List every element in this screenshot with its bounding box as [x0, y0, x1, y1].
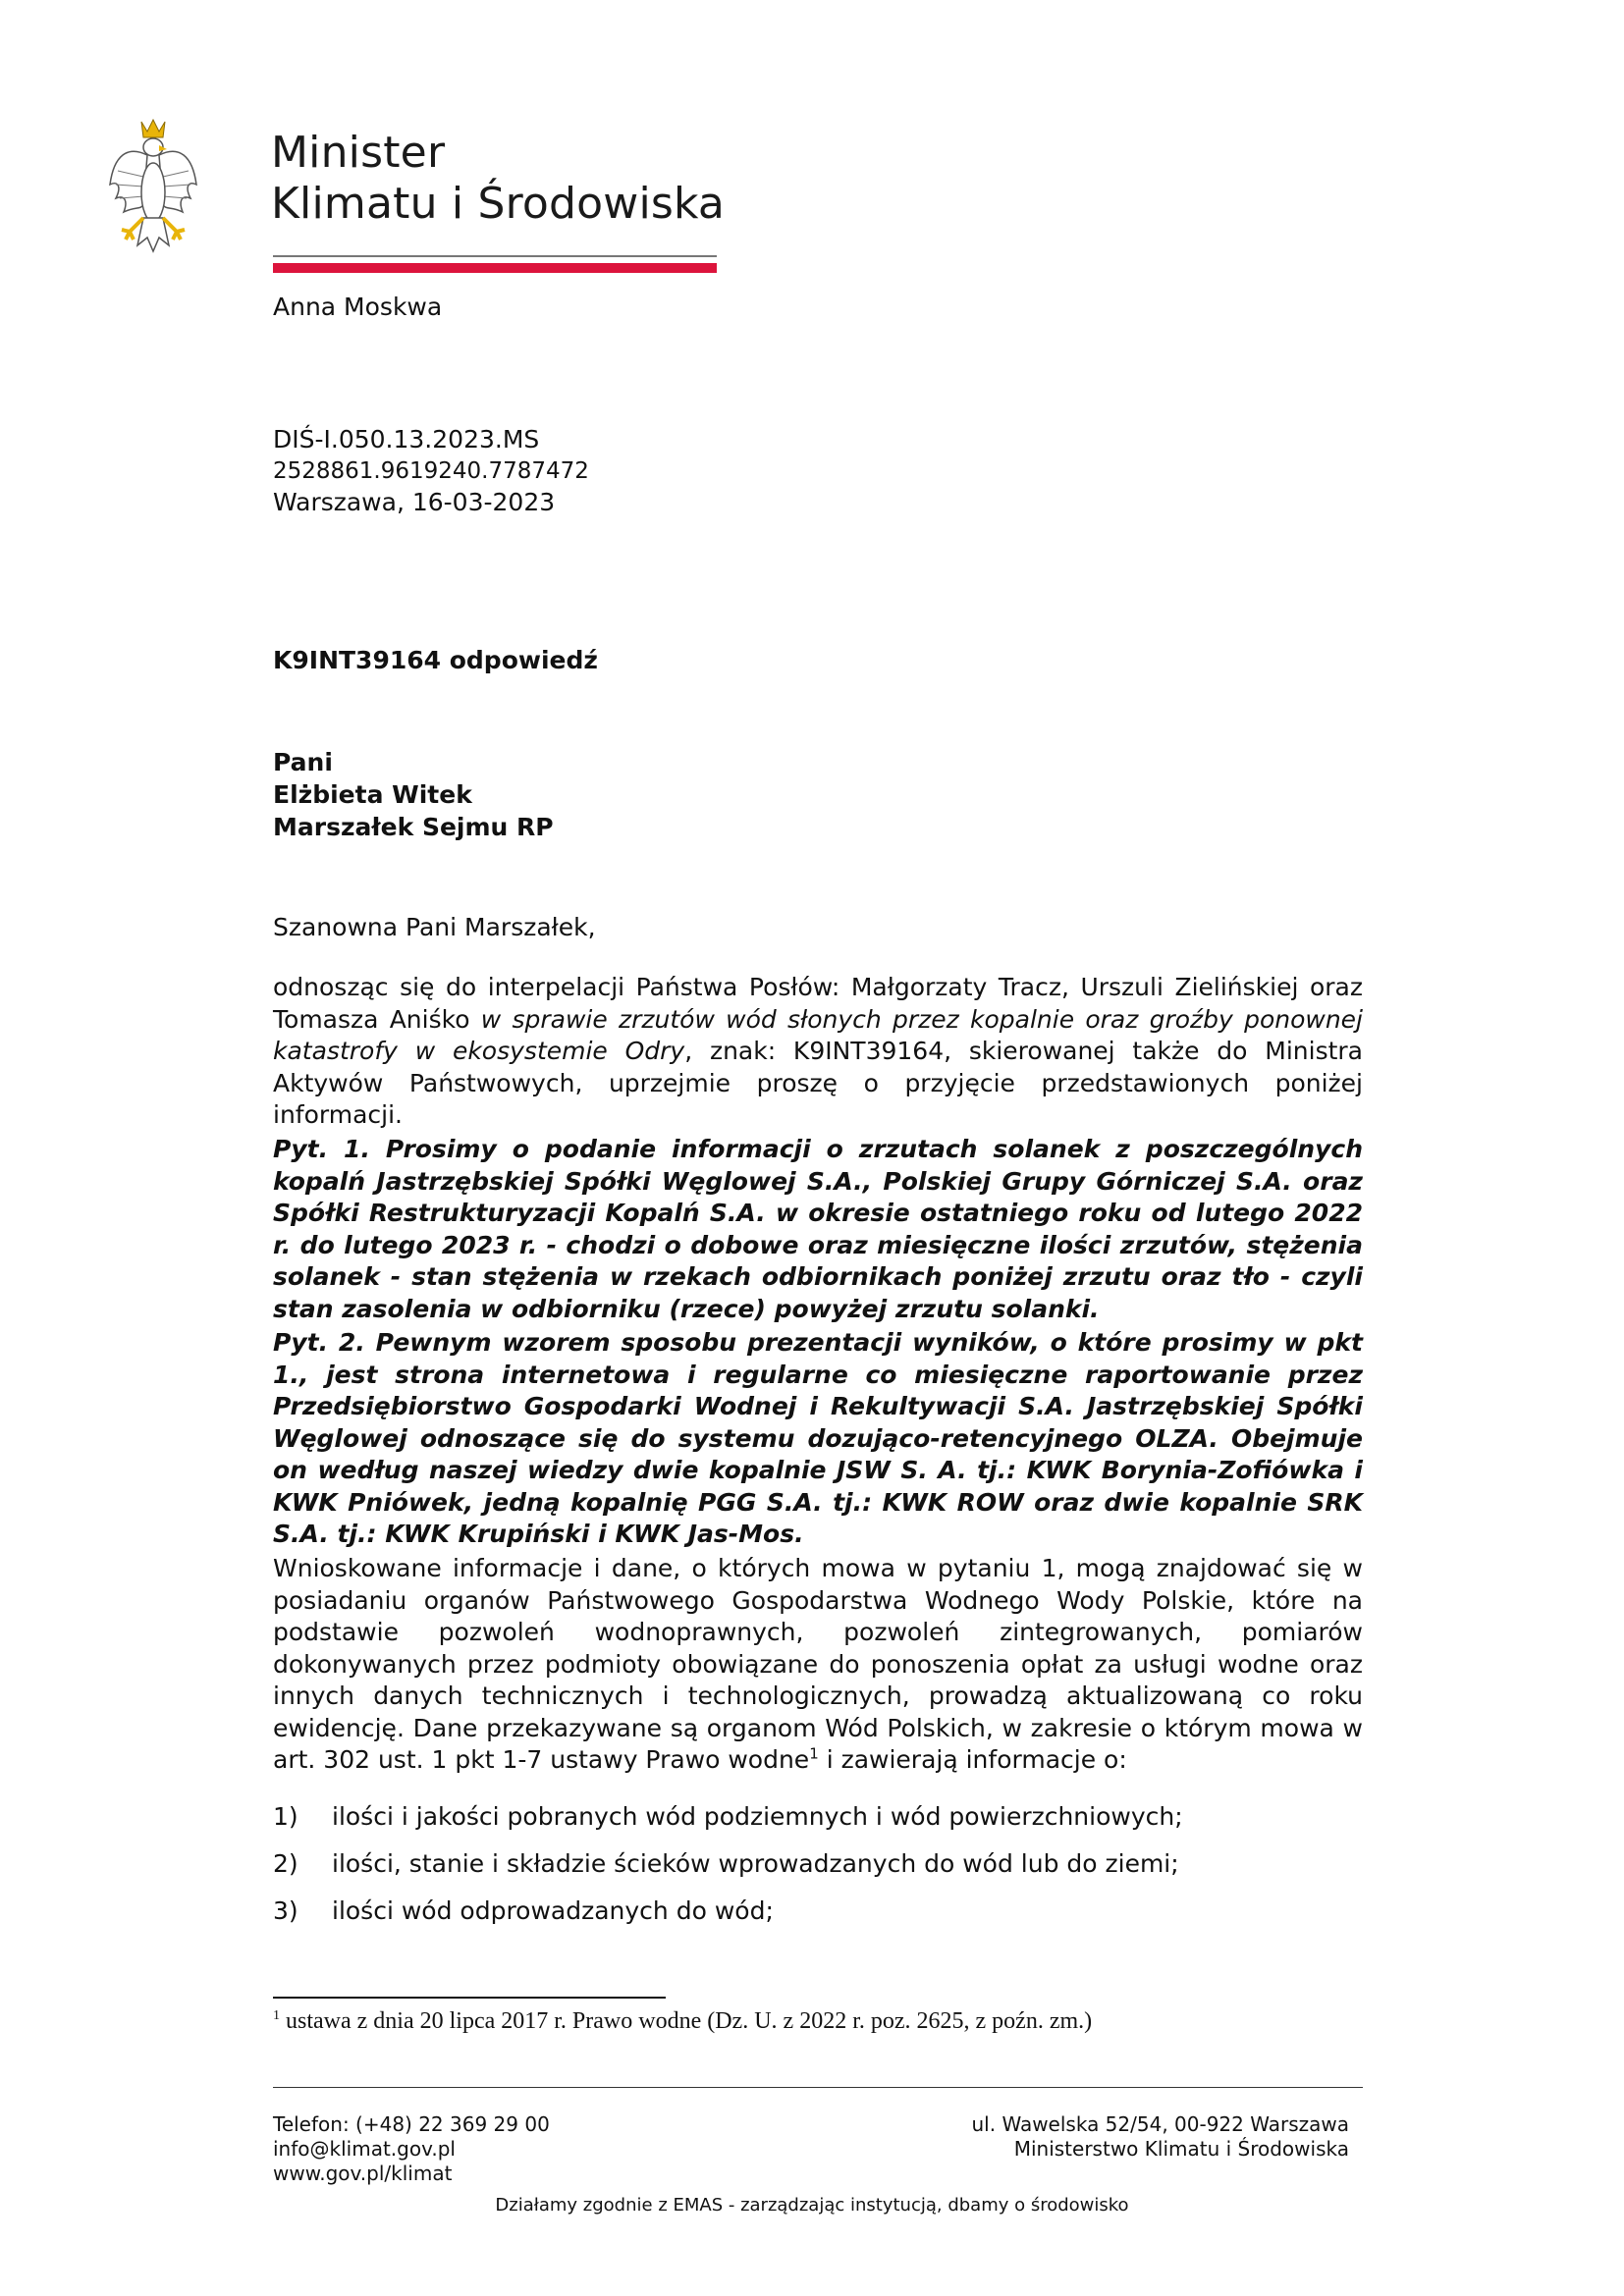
list-item-text: ilości, stanie i składzie ścieków wprowadzanych do wód lub do ziemi;: [332, 1849, 1179, 1878]
ministry-title: [271, 128, 725, 230]
footnote-number: 1: [273, 2008, 280, 2023]
footnote-text: ustawa z dnia 20 lipca 2017 r. Prawo wodne (Dz. U. z 2022 r. poz. 2625, z poźn. zm.): [280, 2008, 1093, 2034]
list-item: [273, 1849, 1179, 1878]
footnote-reference: 1: [809, 1744, 819, 1763]
question-1: Pyt. 1. Prosimy o podanie informacji o zrzutach solanek z poszczególnych kopalń Jastrzębskiej Spółki Węglowej S.A., Polskiej Grupy Górniczej S.A. oraz Spółki Restrukturyzacji Kopalń S.A. w okresie ostatniego roku od lutego 2022 r. do lutego 2023 r. - chodzi o dobowe oraz miesięczne ilości zrzutów, stężenia solanek - stan stężenia w rzekach odbiornikach poniżej zrzutu oraz tło - czyli stan zasolenia w odbiorniku (rzece) powyżej zrzutu solanki.: [273, 1135, 1363, 1323]
footer-email[interactable]: info@klimat.gov.pl: [273, 2137, 456, 2161]
intro-text-part2: , znak: K9INT39164, skierowanej także do Ministra Aktywów Państwowych, uprzejmie proszę o przyjęcie przedstawionych poniżej informacji.: [273, 1037, 1363, 1129]
footer-website[interactable]: www.gov.pl/klimat: [273, 2162, 453, 2185]
case-number: DIŚ-I.050.13.2023.MS: [273, 425, 540, 454]
footer-institution: Ministerstwo Klimatu i Środowiska: [1013, 2137, 1349, 2161]
answer-text-tail: i zawierają informacje o:: [818, 1745, 1127, 1774]
list-item-number: 1): [273, 1802, 298, 1831]
ministry-title-line1: Minister: [271, 128, 446, 178]
addressee-line2: Elżbieta Witek: [273, 780, 472, 809]
footer-contact: [273, 2112, 550, 2186]
addressee-block: [273, 746, 554, 843]
list-item-text: ilości i jakości pobranych wód podziemnych i wód powierzchniowych;: [332, 1802, 1183, 1831]
subject-line: K9INT39164 odpowiedź: [273, 646, 598, 674]
intro-paragraph: [273, 972, 1363, 1132]
intro-text-part1: odnosząc się do interpelacji Państwa Posłów: Małgorzaty Tracz, Urszuli Zielińskiej oraz Tomasza Aniśko: [273, 973, 1363, 1034]
footnote: [273, 2008, 1092, 2035]
addressee-line3: Marszałek Sejmu RP: [273, 813, 554, 841]
header-divider: [273, 255, 717, 257]
place-date: Warszawa, 16-03-2023: [273, 488, 556, 516]
list-item-number: 3): [273, 1896, 298, 1925]
question-2: Pyt. 2. Pewnym wzorem sposobu prezentacji wyników, o które prosimy w pkt 1., jest strona internetowa i regularne co miesięczne raportowanie przez Przedsiębiorstwo Gospodarki Wodnej i Rekultywacji S.A. Jastrzębskiej Spółki Węglowej odnoszące się do systemu dozująco-retencyjnego OLZA. Obejmuje on według naszej wiedzy dwie kopalnie JSW S. A. tj.: KWK Borynia-Zofiówka i KWK Pniówek, jedną kopalnię PGG S.A. tj.: KWK ROW oraz dwie kopalnie SRK S.A. tj.: KWK Krupiński i KWK Jas-Mos.: [273, 1328, 1363, 1548]
greeting: Szanowna Pani Marszałek,: [273, 913, 596, 941]
footer-address: ul. Wawelska 52/54, 00-922 Warszawa: [971, 2112, 1349, 2136]
header-red-bar: [273, 263, 717, 273]
list-item: [273, 1802, 1183, 1831]
footer-divider: [273, 2087, 1363, 2088]
document-id: 2528861.9619240.7787472: [273, 458, 589, 484]
footer-phone: Telefon: (+48) 22 369 29 00: [273, 2112, 550, 2136]
footer-emas-note: Działamy zgodnie z EMAS - zarządzając instytucją, dbamy o środowisko: [495, 2195, 1129, 2216]
list-item-text: ilości wód odprowadzanych do wód;: [332, 1896, 774, 1925]
polish-eagle-emblem-icon: [108, 116, 198, 273]
list-item: [273, 1896, 774, 1925]
answer-text: Wnioskowane informacje i dane, o których mowa w pytaniu 1, mogą znajdować się w posiadaniu organów Państwowego Gospodarstwa Wodnego Wody Polskie, które na podstawie pozwoleń wodnoprawnych, pozwoleń zintegrowanych, pomiarów dokonywanych przez podmioty obowiązane do ponoszenia opłat za usługi wodne oraz innych danych technicznych i technologicznych, prowadzą aktualizowaną co roku ewidencję. Dane przekazywane są organom Wód Polskich, w zakresie o którym mowa w art. 302 ust. 1 pkt 1-7 ustawy Prawo wodne: [273, 1554, 1363, 1774]
ministry-title-line2: Klimatu i Środowiska: [271, 179, 726, 229]
intro-text-italic: w sprawie zrzutów wód słonych przez kopalnie oraz groźby ponownej katastrofy w ekosystemie Odry: [273, 1004, 1363, 1065]
list-item-number: 2): [273, 1849, 298, 1878]
signatory-name: Anna Moskwa: [273, 293, 443, 321]
footnote-divider: [273, 1997, 666, 1999]
addressee-line1: Pani: [273, 748, 333, 776]
reference-block: [273, 424, 589, 518]
answer-paragraph: [273, 1553, 1363, 1777]
footer-address-block: [972, 2112, 1350, 2162]
